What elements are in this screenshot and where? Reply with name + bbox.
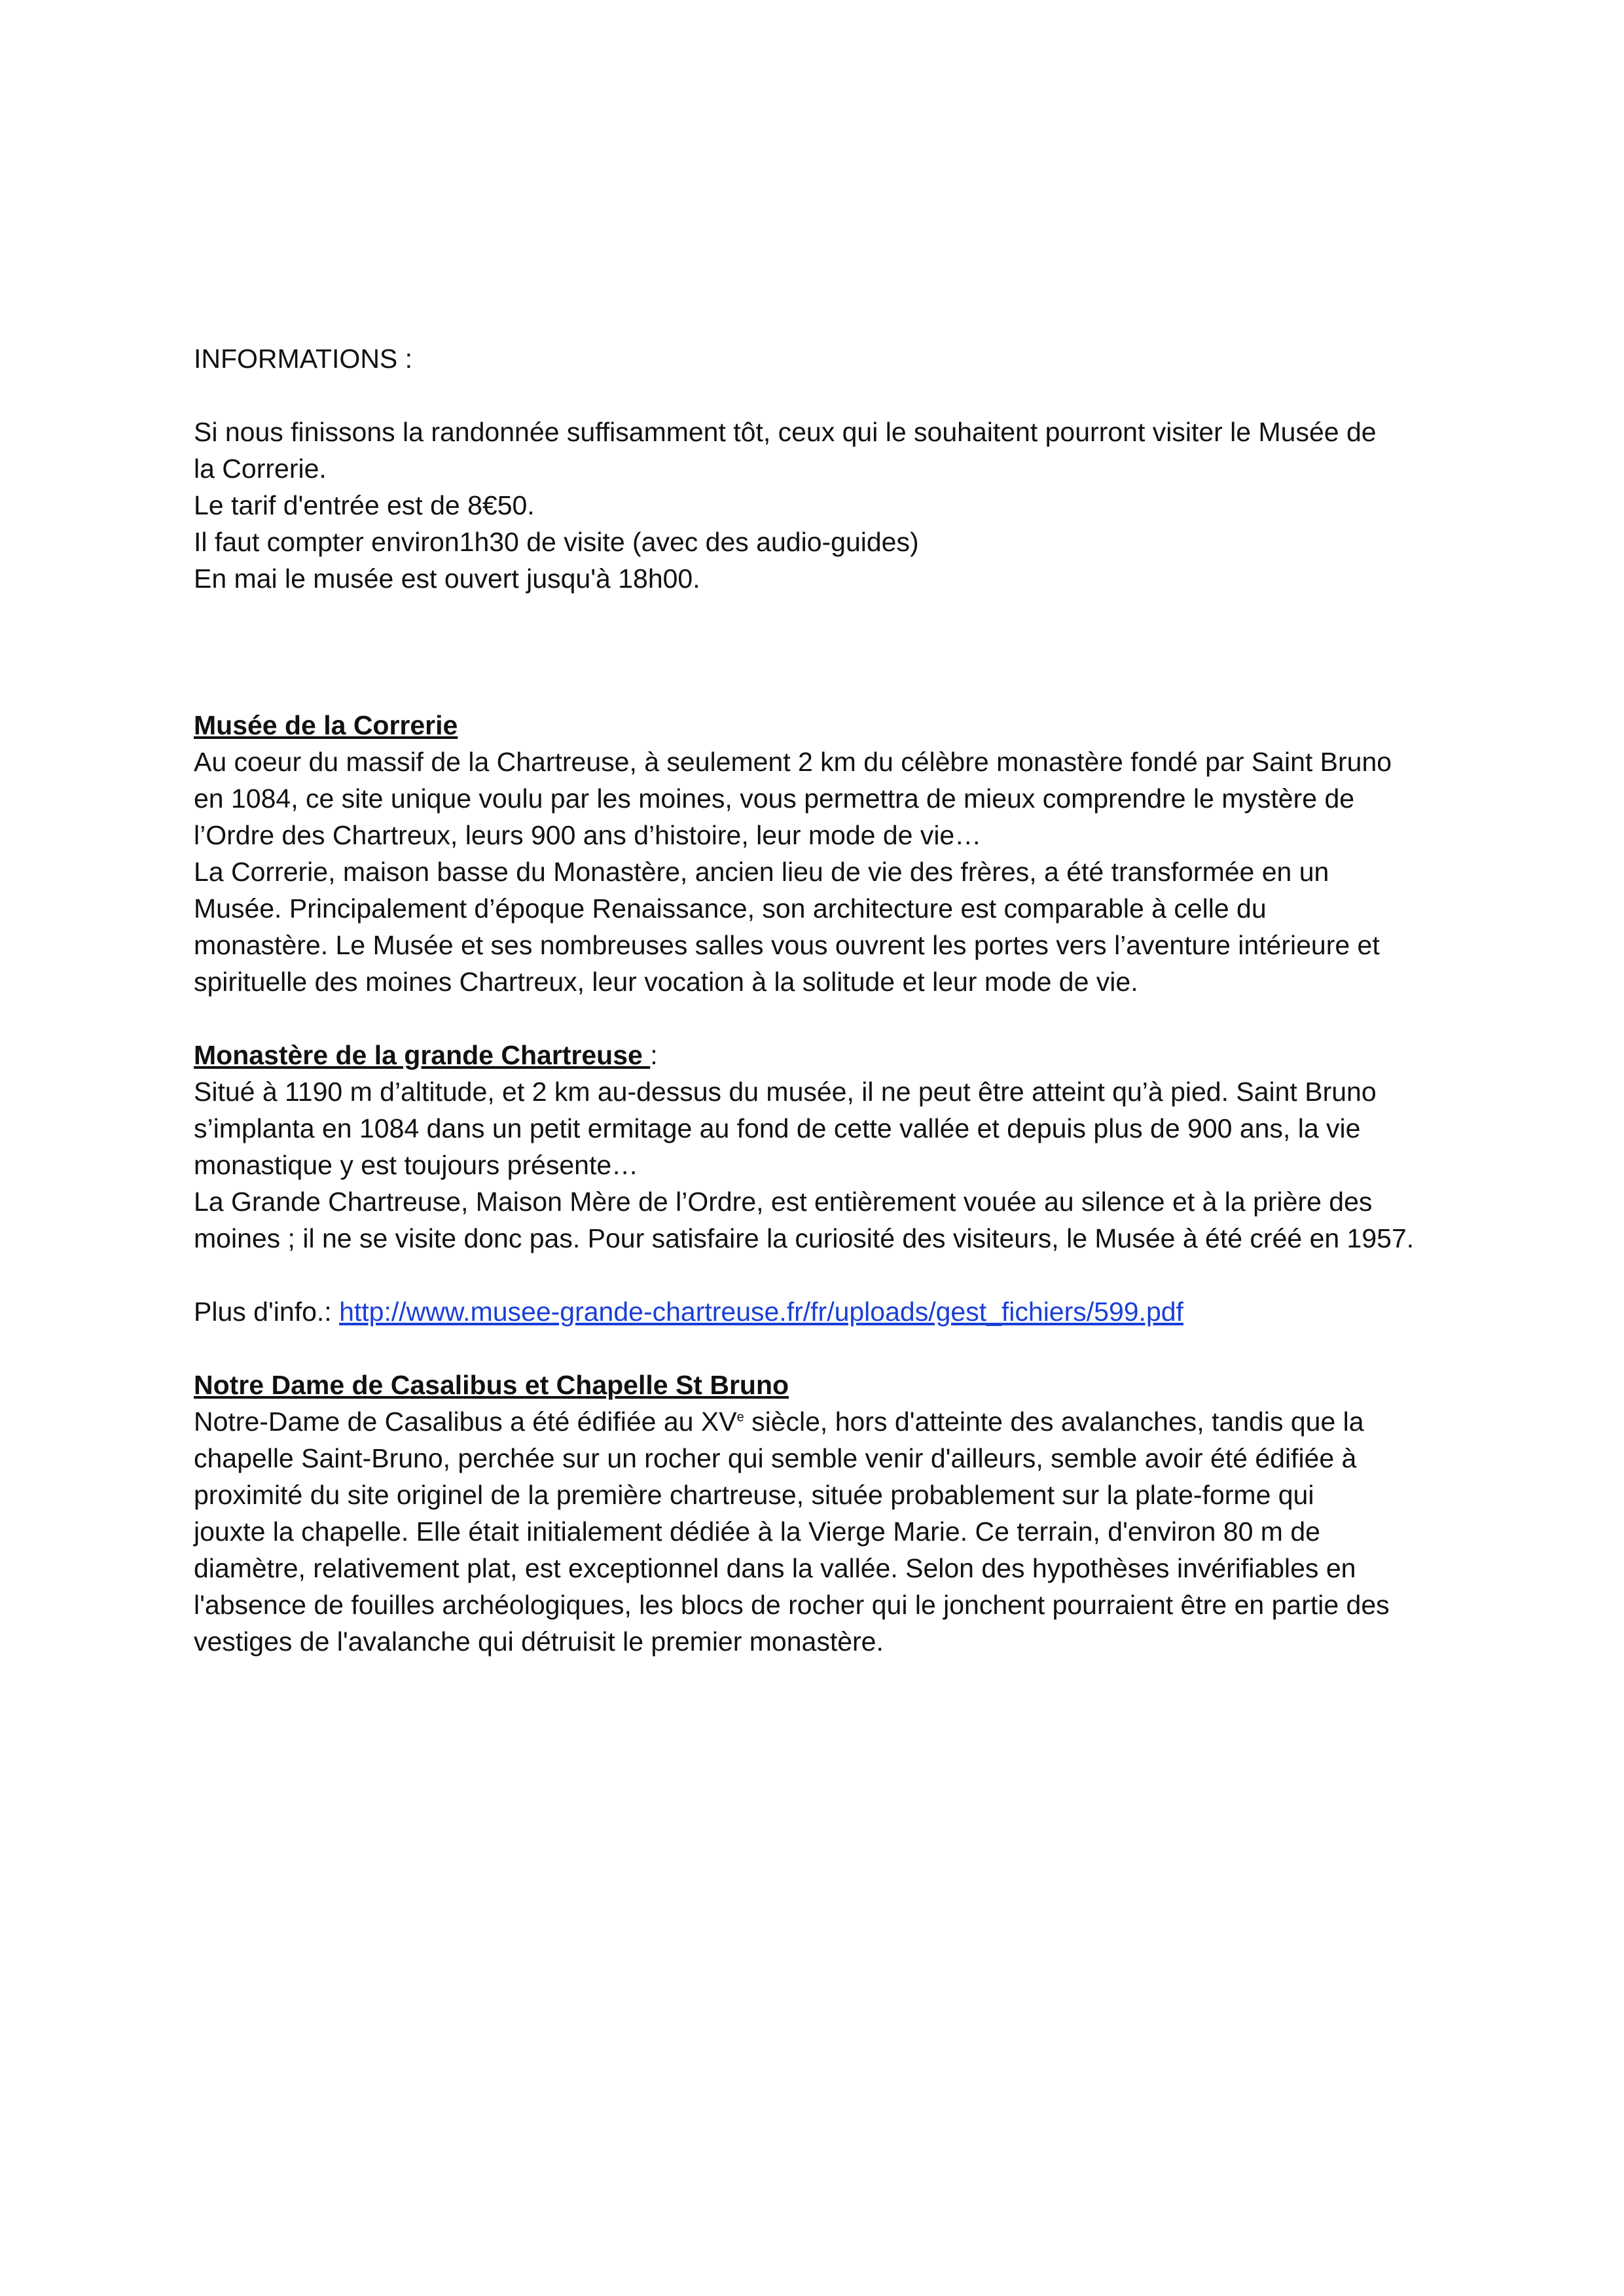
- informations-line: Il faut compter environ1h30 de visite (avec des audio-guides): [194, 527, 919, 557]
- monastere-heading: Monastère de la grande Chartreuse: [194, 1040, 651, 1070]
- notre-dame-line1-sup: e: [736, 1410, 744, 1425]
- musee-line: Musée. Principalement d’époque Renaissance, son architecture est comparable à celle du: [194, 893, 1267, 924]
- musee-line: Au coeur du massif de la Chartreuse, à seulement 2 km du célèbre monastère fondé par Saint Bruno: [194, 747, 1392, 777]
- musee-line: en 1084, ce site unique voulu par les moines, vous permettra de mieux comprendre le mystère de: [194, 783, 1355, 814]
- informations-line: Si nous finissons la randonnée suffisamment tôt, ceux qui le souhaitent pourront visiter le Musée de: [194, 417, 1377, 447]
- monastere-line: Situé à 1190 m d’altitude, et 2 km au-dessus du musée, il ne peut être atteint qu’à pied. Saint Bruno: [194, 1077, 1377, 1107]
- spacer: [194, 634, 1451, 670]
- notre-dame-line: jouxte la chapelle. Elle était initialement dédiée à la Vierge Marie. Ce terrain, d'environ 80 m de: [194, 1516, 1320, 1547]
- informations-title: INFORMATIONS :: [194, 344, 413, 374]
- musee-heading: Musée de la Correrie: [194, 710, 458, 740]
- spacer: [194, 1257, 1451, 1293]
- notre-dame-line1-before: Notre-Dame de Casalibus a été édifiée au XV: [194, 1407, 737, 1437]
- notre-dame-heading: Notre Dame de Casalibus et Chapelle St Bruno: [194, 1370, 789, 1400]
- monastere-line: moines ; il ne se visite donc pas. Pour satisfaire la curiosité des visiteurs, le Musée à été créé en 1957.: [194, 1223, 1415, 1253]
- spacer: [194, 597, 1451, 634]
- musee-line: monastère. Le Musée et ses nombreuses salles vous ouvrent les portes vers l’aventure intérieure et: [194, 930, 1380, 960]
- document-page: [194, 340, 1451, 1660]
- informations-line: Le tarif d'entrée est de 8€50.: [194, 490, 535, 520]
- musee-line: La Correrie, maison basse du Monastère, ancien lieu de vie des frères, a été transformée en un: [194, 857, 1329, 887]
- spacer: [194, 670, 1451, 707]
- musee-line: l’Ordre des Chartreux, leurs 900 ans d’histoire, leur mode de vie…: [194, 820, 982, 850]
- notre-dame-line: [194, 1403, 1451, 1440]
- notre-dame-line1-after: siècle, hors d'atteinte des avalanches, tandis que la: [744, 1407, 1364, 1437]
- spacer: [194, 1000, 1451, 1037]
- spacer: [194, 1330, 1451, 1367]
- info-label: Plus d'info.:: [194, 1297, 340, 1327]
- informations-line: la Correrie.: [194, 454, 327, 484]
- musee-line: spirituelle des moines Chartreux, leur vocation à la solitude et leur mode de vie.: [194, 967, 1138, 997]
- notre-dame-line: vestiges de l'avalanche qui détruisit le premier monastère.: [194, 1626, 884, 1657]
- notre-dame-line: proximité du site originel de la première chartreuse, située probablement sur la plate-forme qui: [194, 1480, 1314, 1510]
- monastere-heading-line: [194, 1037, 1451, 1073]
- monastere-line: s’implanta en 1084 dans un petit ermitage au fond de cette vallée et depuis plus de 900 ans, la vie: [194, 1113, 1361, 1143]
- notre-dame-line: l'absence de fouilles archéologiques, les blocs de rocher qui le jonchent pourraient être en partie des: [194, 1590, 1390, 1620]
- monastere-heading-suffix: :: [650, 1040, 658, 1070]
- info-line: [194, 1293, 1451, 1330]
- notre-dame-line: diamètre, relativement plat, est exceptionnel dans la vallée. Selon des hypothèses invérifiables en: [194, 1553, 1356, 1583]
- notre-dame-line: chapelle Saint-Bruno, perchée sur un rocher qui semble venir d'ailleurs, semble avoir été édifiée à: [194, 1443, 1357, 1473]
- info-link[interactable]: http://www.musee-grande-chartreuse.fr/fr/uploads/gest_fichiers/599.pdf: [339, 1297, 1183, 1327]
- monastere-line: monastique y est toujours présente…: [194, 1150, 639, 1180]
- spacer: [194, 377, 1451, 414]
- informations-line: En mai le musée est ouvert jusqu'à 18h00.: [194, 564, 700, 594]
- monastere-line: La Grande Chartreuse, Maison Mère de l’Ordre, est entièrement vouée au silence et à la prière des: [194, 1187, 1373, 1217]
